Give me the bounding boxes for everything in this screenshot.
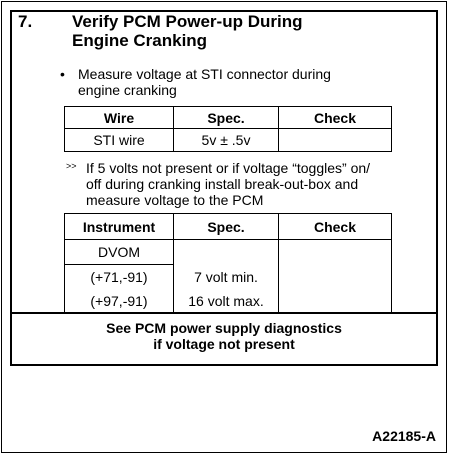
step-title-line-1: Verify PCM Power-up During (72, 12, 303, 31)
cell-wire: STI wire (65, 129, 174, 152)
figure-id: A22185-A (372, 428, 436, 444)
cell-spec-values (174, 240, 279, 314)
table-row (65, 129, 392, 152)
spec-max: 16 volt max. (188, 293, 264, 309)
footer-note (11, 312, 437, 364)
note-line-3: measure voltage to the PCM (86, 192, 264, 208)
footer-line-2: if voltage not present (153, 336, 295, 352)
note-line-2: off during cranking install break-out-box and (86, 176, 359, 192)
table-row (65, 240, 392, 265)
column-header-check: Check (279, 107, 392, 129)
cell-spec: 5v ± .5v (174, 129, 279, 152)
column-header-check: Check (279, 214, 392, 240)
note-text (86, 160, 406, 208)
cell-pins-1: (+71,-91) (65, 265, 174, 290)
bullet-icon: • (60, 66, 65, 82)
note-line-1: If 5 volts not present or if voltage “toggles” on/ (86, 160, 371, 176)
cell-pins-2: (+97,-91) (65, 289, 174, 313)
cell-check (279, 129, 392, 152)
instrument-spec-table (64, 213, 392, 313)
note-marker: >> (66, 161, 77, 171)
column-header-spec: Spec. (174, 107, 279, 129)
column-header-spec: Spec. (174, 214, 279, 240)
cell-check (279, 240, 392, 314)
column-header-wire: Wire (65, 107, 174, 129)
wire-spec-table (64, 106, 392, 152)
table-header-row (65, 107, 392, 129)
bullet-line-2: engine cranking (78, 82, 177, 98)
table-header-row (65, 214, 392, 240)
column-header-instrument: Instrument (65, 214, 174, 240)
bullet-text (78, 66, 398, 98)
step-title (72, 12, 302, 50)
step-title-line-2: Engine Cranking (72, 31, 208, 50)
spec-min: 7 volt min. (194, 269, 258, 285)
bullet-line-1: Measure voltage at STI connector during (78, 66, 331, 82)
footer-line-1: See PCM power supply diagnostics (106, 320, 342, 336)
cell-instrument: DVOM (65, 240, 174, 265)
step-number: 7. (18, 12, 33, 31)
